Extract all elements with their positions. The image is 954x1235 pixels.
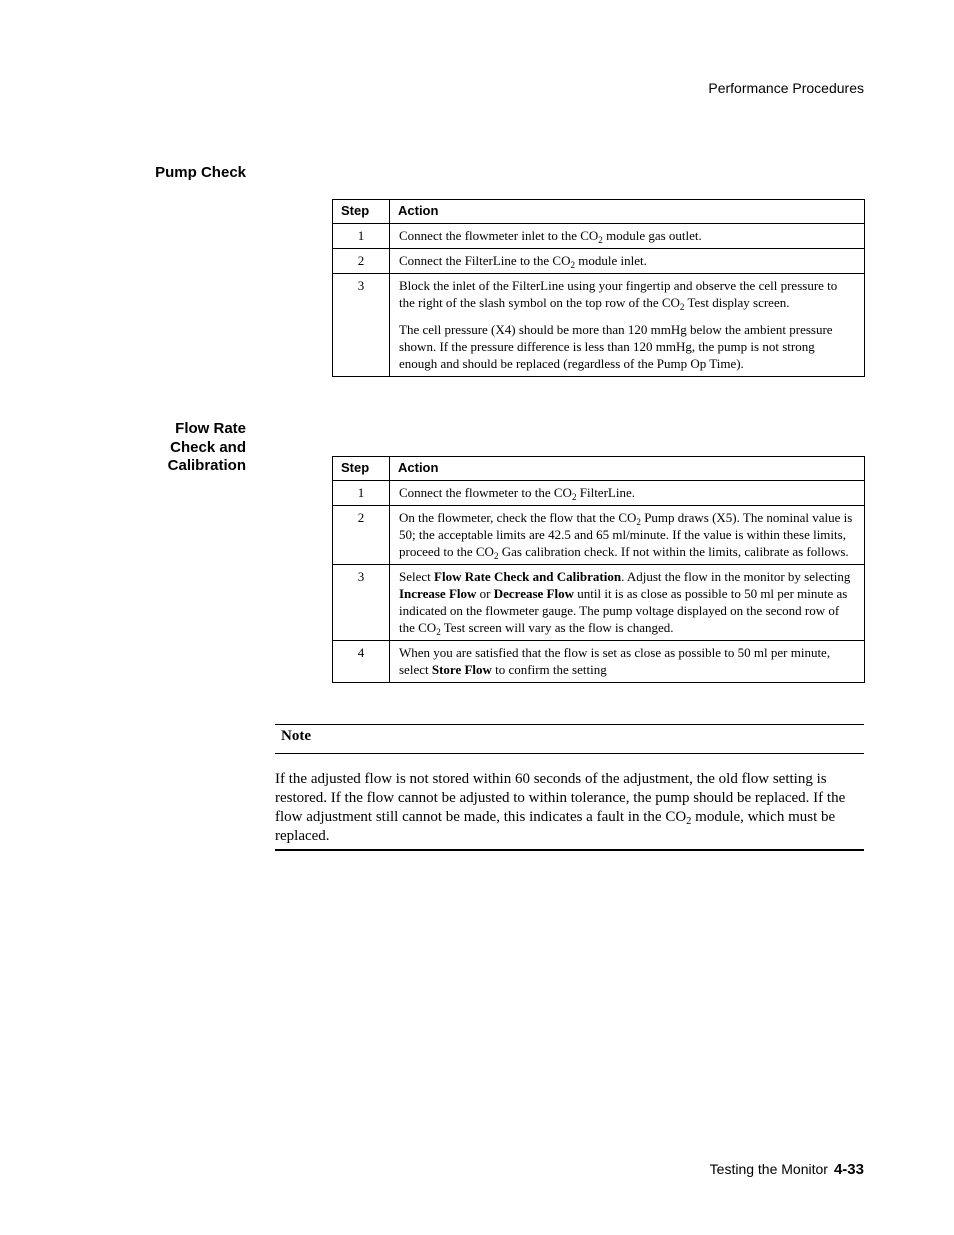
page-number: 4-33	[833, 1161, 864, 1178]
flow-rate-table	[332, 456, 865, 683]
table-row	[333, 224, 865, 249]
step-number: 3	[333, 565, 390, 641]
page-footer	[710, 1161, 864, 1178]
action-column-header: Action	[390, 457, 865, 481]
table-row	[333, 274, 865, 377]
step-column-header: Step	[333, 457, 390, 481]
step-number: 1	[333, 481, 390, 506]
step-action: Connect the flowmeter inlet to the $CO_2$ module gas outlet.	[390, 224, 865, 249]
table-row	[333, 481, 865, 506]
footer-chapter: Testing the Monitor	[709, 1161, 828, 1177]
table-header-row	[333, 200, 865, 224]
step-action: When you are satisfied that the flow is set as close as possible to 50 ml per minute, select Store Flow to confirm the setting	[390, 641, 865, 683]
pump-check-heading: Pump Check	[155, 164, 246, 181]
note-text: If the adjusted flow is not stored within 60 seconds of the adjustment, the old flow setting is restored. If the flow cannot be adjusted to within tolerance, the pump should be replaced. If the flow adjustment still cannot be made, this indicates a fault in the $CO_2$ module, which must be replaced.	[275, 771, 846, 844]
flow-rate-heading: Flow Rate Check and Calibration	[167, 420, 246, 474]
note-bottom-rule	[275, 849, 864, 851]
step-action: Select Flow Rate Check and Calibration. Adjust the flow in the monitor by selecting Increase Flow or Decrease Flow until it is as close as possible to 50 ml per minute as indicated on the flowmeter gauge. The pump voltage displayed on the second row of the $CO_2$ Test screen will vary as the flow is changed.	[390, 565, 865, 641]
step-action: On the flowmeter, check the flow that the $CO_2$ Pump draws (X5). The nominal value is 50; the acceptable limits are 42.5 and 65 ml/minute. If the value is within these limits, proceed to the $CO_2$ Gas calibration check. If not within the limits, calibrate as follows.	[390, 506, 865, 565]
table-row	[333, 506, 865, 565]
action-column-header: Action	[390, 200, 865, 224]
step-number: 2	[333, 506, 390, 565]
step-action: Connect the flowmeter to the $CO_2$ FilterLine.	[390, 481, 865, 506]
step-number: 3	[333, 274, 390, 377]
step-column-header: Step	[333, 200, 390, 224]
table-row	[333, 641, 865, 683]
pump-check-table	[332, 199, 865, 377]
running-header: Performance Procedures	[708, 80, 864, 96]
note-label: Note	[281, 728, 311, 744]
step-number: 4	[333, 641, 390, 683]
table-header-row	[333, 457, 865, 481]
note-box	[275, 724, 864, 851]
step-number: 1	[333, 224, 390, 249]
table-row	[333, 565, 865, 641]
step-number: 2	[333, 249, 390, 274]
step-action: Block the inlet of the FilterLine using your fingertip and observe the cell pressure to the right of the slash symbol on the top row of the $CO_2$ Test display screen. The cell pressure (X4) should be more than 120 mmHg below the ambient pressure shown. If the pressure difference is less than 120 mmHg, the pump is not strong enough and should be replaced (regardless of the Pump Op Time).	[390, 274, 865, 377]
step-action: Connect the FilterLine to the $CO_2$ module inlet.	[390, 249, 865, 274]
note-divider	[275, 753, 864, 754]
table-row	[333, 249, 865, 274]
